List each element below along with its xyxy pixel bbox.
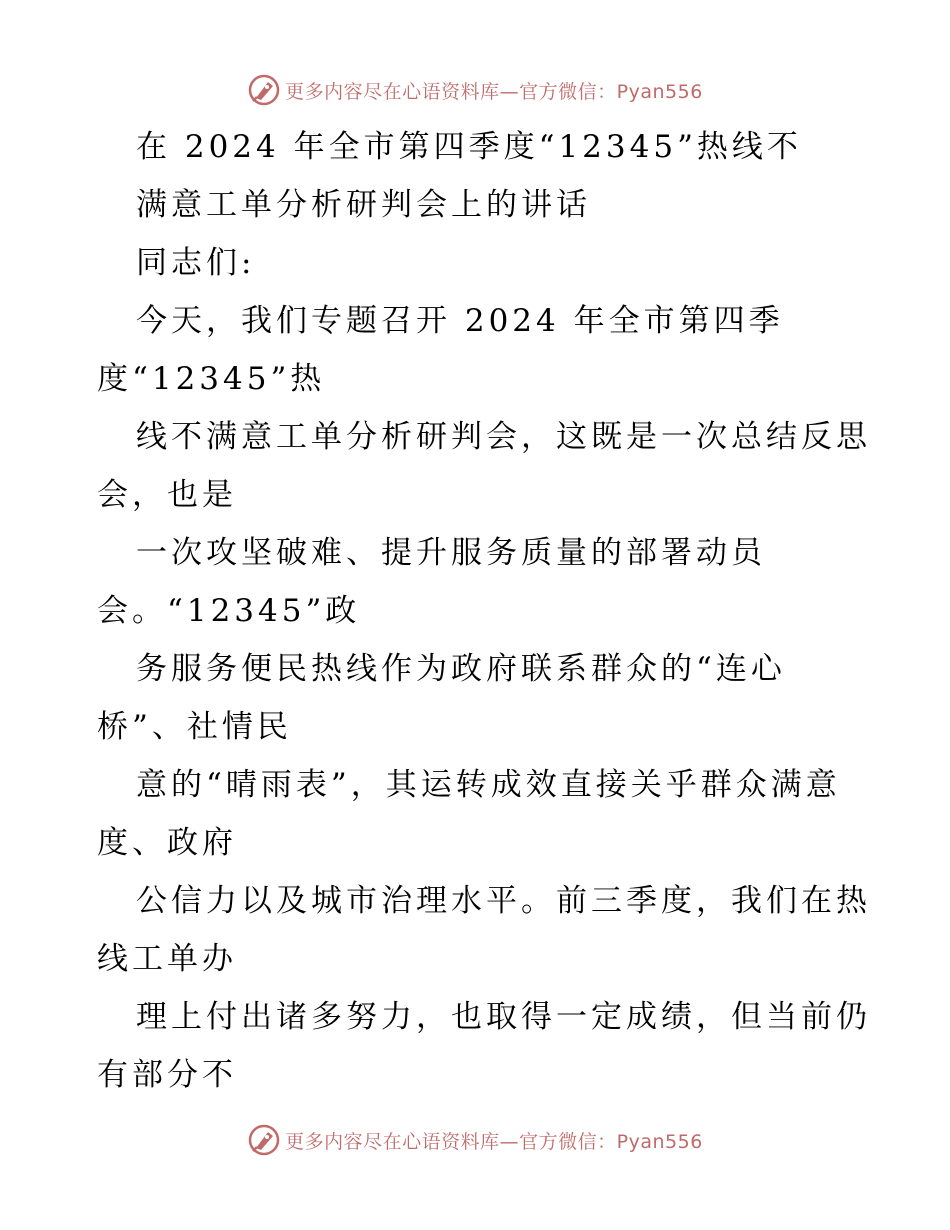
paragraph-line: 桥”、社情民: [97, 709, 292, 745]
pen-nib-logo-icon: [247, 73, 281, 107]
paragraph-line: 会。“12345”政: [97, 593, 361, 629]
header-banner-text: 更多内容尽在心语资料库—官方微信：Pyan556: [285, 80, 703, 103]
footer-banner-text: 更多内容尽在心语资料库—官方微信：Pyan556: [285, 1130, 703, 1153]
document-title-line-1: 在 2024 年全市第四季度“12345”热线不: [136, 129, 802, 165]
paragraph-line: 理上付出诸多努力，也取得一定成绩，但当前仍: [136, 999, 871, 1035]
document-body: [0, 118, 950, 1104]
header-banner: [0, 70, 950, 110]
paragraph-line: 线不满意工单分析研判会，这既是一次总结反思: [136, 419, 871, 455]
footer-banner: [0, 1120, 950, 1160]
paragraph-line: 一次攻坚破难、提升服务质量的部署动员: [136, 535, 766, 571]
paragraph-line: 意的“晴雨表”，其运转成效直接关乎群众满意: [136, 767, 841, 803]
paragraph-line: 线工单办: [97, 941, 237, 977]
salutation: 同志们:: [136, 245, 256, 281]
paragraph-line: 今天，我们专题召开 2024 年全市第四季: [136, 303, 784, 339]
paragraph-line: 度“12345”热: [97, 361, 326, 397]
paragraph-line: 会，也是: [97, 477, 237, 513]
document-title-line-2: 满意工单分析研判会上的讲话: [136, 187, 591, 223]
paragraph-line: 公信力以及城市治理水平。前三季度，我们在热: [136, 883, 871, 919]
pen-nib-logo-icon: [247, 1123, 281, 1157]
paragraph-line: 务服务便民热线作为政府联系群众的“连心: [136, 651, 786, 687]
paragraph-line: 有部分不: [97, 1057, 237, 1093]
paragraph-line: 度、政府: [97, 825, 237, 861]
